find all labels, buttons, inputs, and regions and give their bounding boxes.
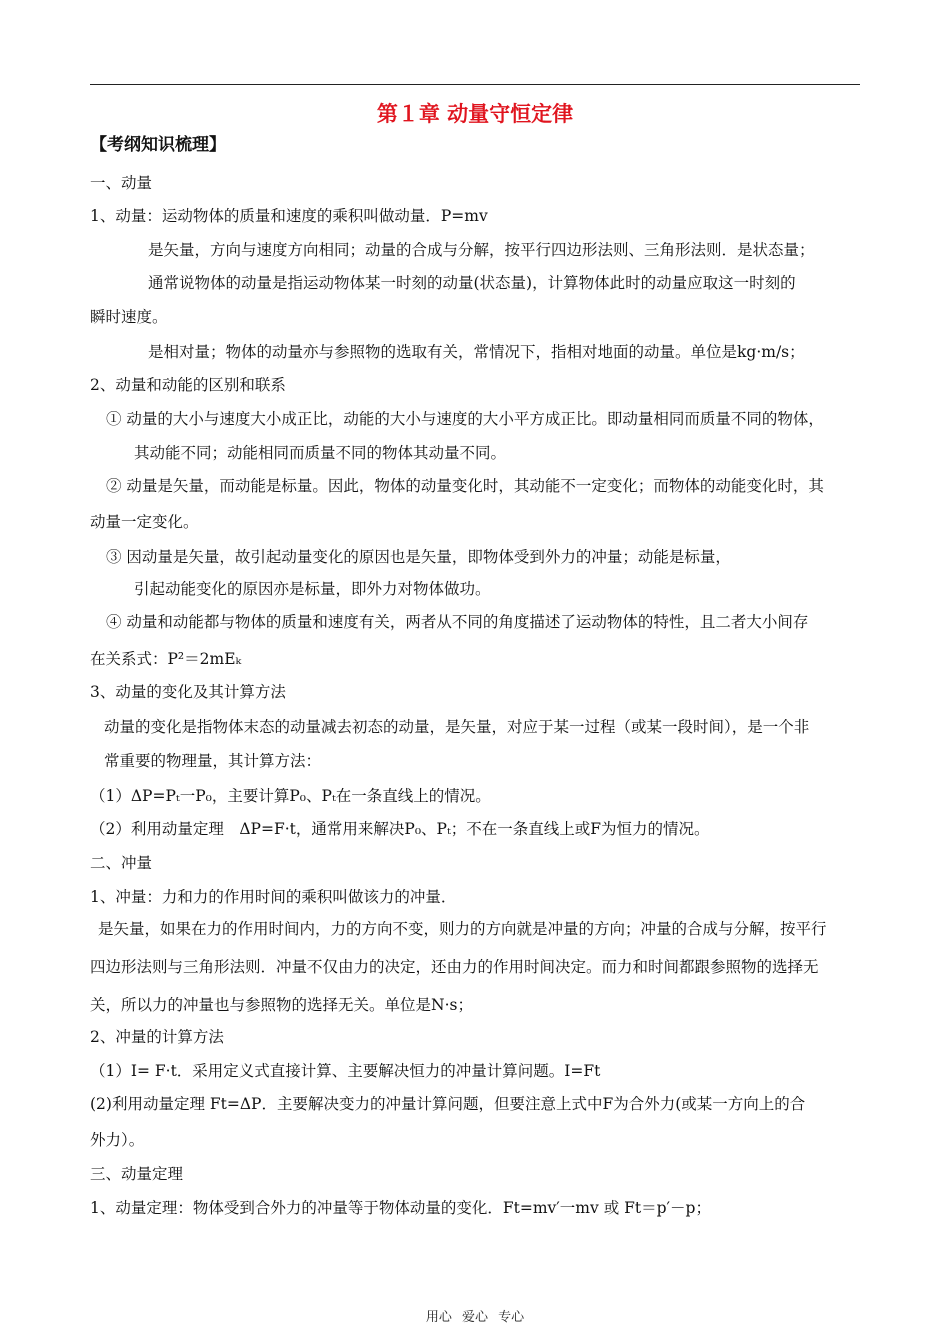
line: 是矢量，方向与速度方向相同；动量的合成与分解，按平行四边形法则、三角形法则．是状态量； [148, 241, 815, 259]
line: 二、冲量 [90, 854, 153, 872]
line: ① 动量的大小与速度大小成正比，动能的大小与速度的大小平方成正比。即动量相同而质量不同的物体， [106, 410, 824, 428]
line: ② 动量是矢量，而动能是标量。因此，物体的动量变化时，其动能不一定变化；而物体的动能变化时，其 [106, 477, 824, 495]
line: (2)利用动量定理 Ft=ΔP．主要解决变力的冲量计算问题，但要注意上式中F为合外力(或某一方向上的合 [90, 1095, 806, 1113]
line: 四边形法则与三角形法则．冲量不仅由力的决定，还由力的作用时间决定。而力和时间都跟参照物的选择无 [90, 958, 819, 976]
line: 引起动能变化的原因亦是标量，即外力对物体做功。 [134, 580, 491, 598]
line: 是矢量，如果在力的作用时间内，力的方向不变，则力的方向就是冲量的方向；冲量的合成与分解，按平行 [98, 920, 827, 938]
line: 是相对量；物体的动量亦与参照物的选取有关，常情况下，指相对地面的动量。单位是kg·m/s； [148, 343, 805, 361]
page-footer: 用心 爱心 专心 [425, 1310, 525, 1325]
line: 动量的变化是指物体末态的动量减去初态的动量，是矢量，对应于某一过程（或某一段时间），是一个非 [104, 718, 810, 736]
line: 1、动量定理：物体受到合外力的冲量等于物体动量的变化．Ft=mv′一mv 或 Ft＝p′－p； [90, 1199, 711, 1217]
line: 2、冲量的计算方法 [90, 1028, 224, 1046]
line: 瞬时速度。 [90, 308, 168, 326]
line: 常重要的物理量，其计算方法： [104, 752, 322, 770]
header-rule [90, 84, 860, 85]
line: 一、动量 [90, 174, 153, 192]
line: 三、动量定理 [90, 1165, 184, 1183]
line: 动量一定变化。 [90, 513, 199, 531]
line: 2、动量和动能的区别和联系 [90, 376, 286, 394]
line: ④ 动量和动能都与物体的质量和速度有关，两者从不同的角度描述了运动物体的特性，且二者大小间存 [106, 613, 809, 631]
line: （1）ΔP=Pₜ一P₀，主要计算P₀、Pₜ在一条直线上的情况。 [90, 787, 491, 805]
line: 在关系式：P²＝2mEₖ [90, 650, 242, 668]
line: ③ 因动量是矢量，故引起动量变化的原因也是矢量，即物体受到外力的冲量；动能是标量， [106, 548, 731, 566]
line: 通常说物体的动量是指运动物体某一时刻的动量(状态量)，计算物体此时的动量应取这一时刻的 [148, 274, 796, 292]
line: （2）利用动量定理 ΔP=F·t，通常用来解决P₀、Pₜ；不在一条直线上或F为恒力的情况。 [90, 820, 710, 838]
line: （1）I= F·t．采用定义式直接计算、主要解决恒力的冲量计算问题。I=Ft [90, 1062, 601, 1080]
section-header: 【考纲知识梳理】 [90, 135, 226, 155]
line: 外力）。 [90, 1131, 145, 1149]
line: 1、动量：运动物体的质量和速度的乘积叫做动量．P=mv [90, 207, 488, 225]
line: 关，所以力的冲量也与参照物的选择无关。单位是N·s； [90, 996, 473, 1014]
line: 3、动量的变化及其计算方法 [90, 683, 286, 701]
line: 1、冲量：力和力的作用时间的乘积叫做该力的冲量． [90, 888, 457, 906]
chapter-title: 第１章 动量守恒定律 [376, 102, 574, 126]
line: 其动能不同；动能相同而质量不同的物体其动量不同。 [134, 444, 507, 462]
